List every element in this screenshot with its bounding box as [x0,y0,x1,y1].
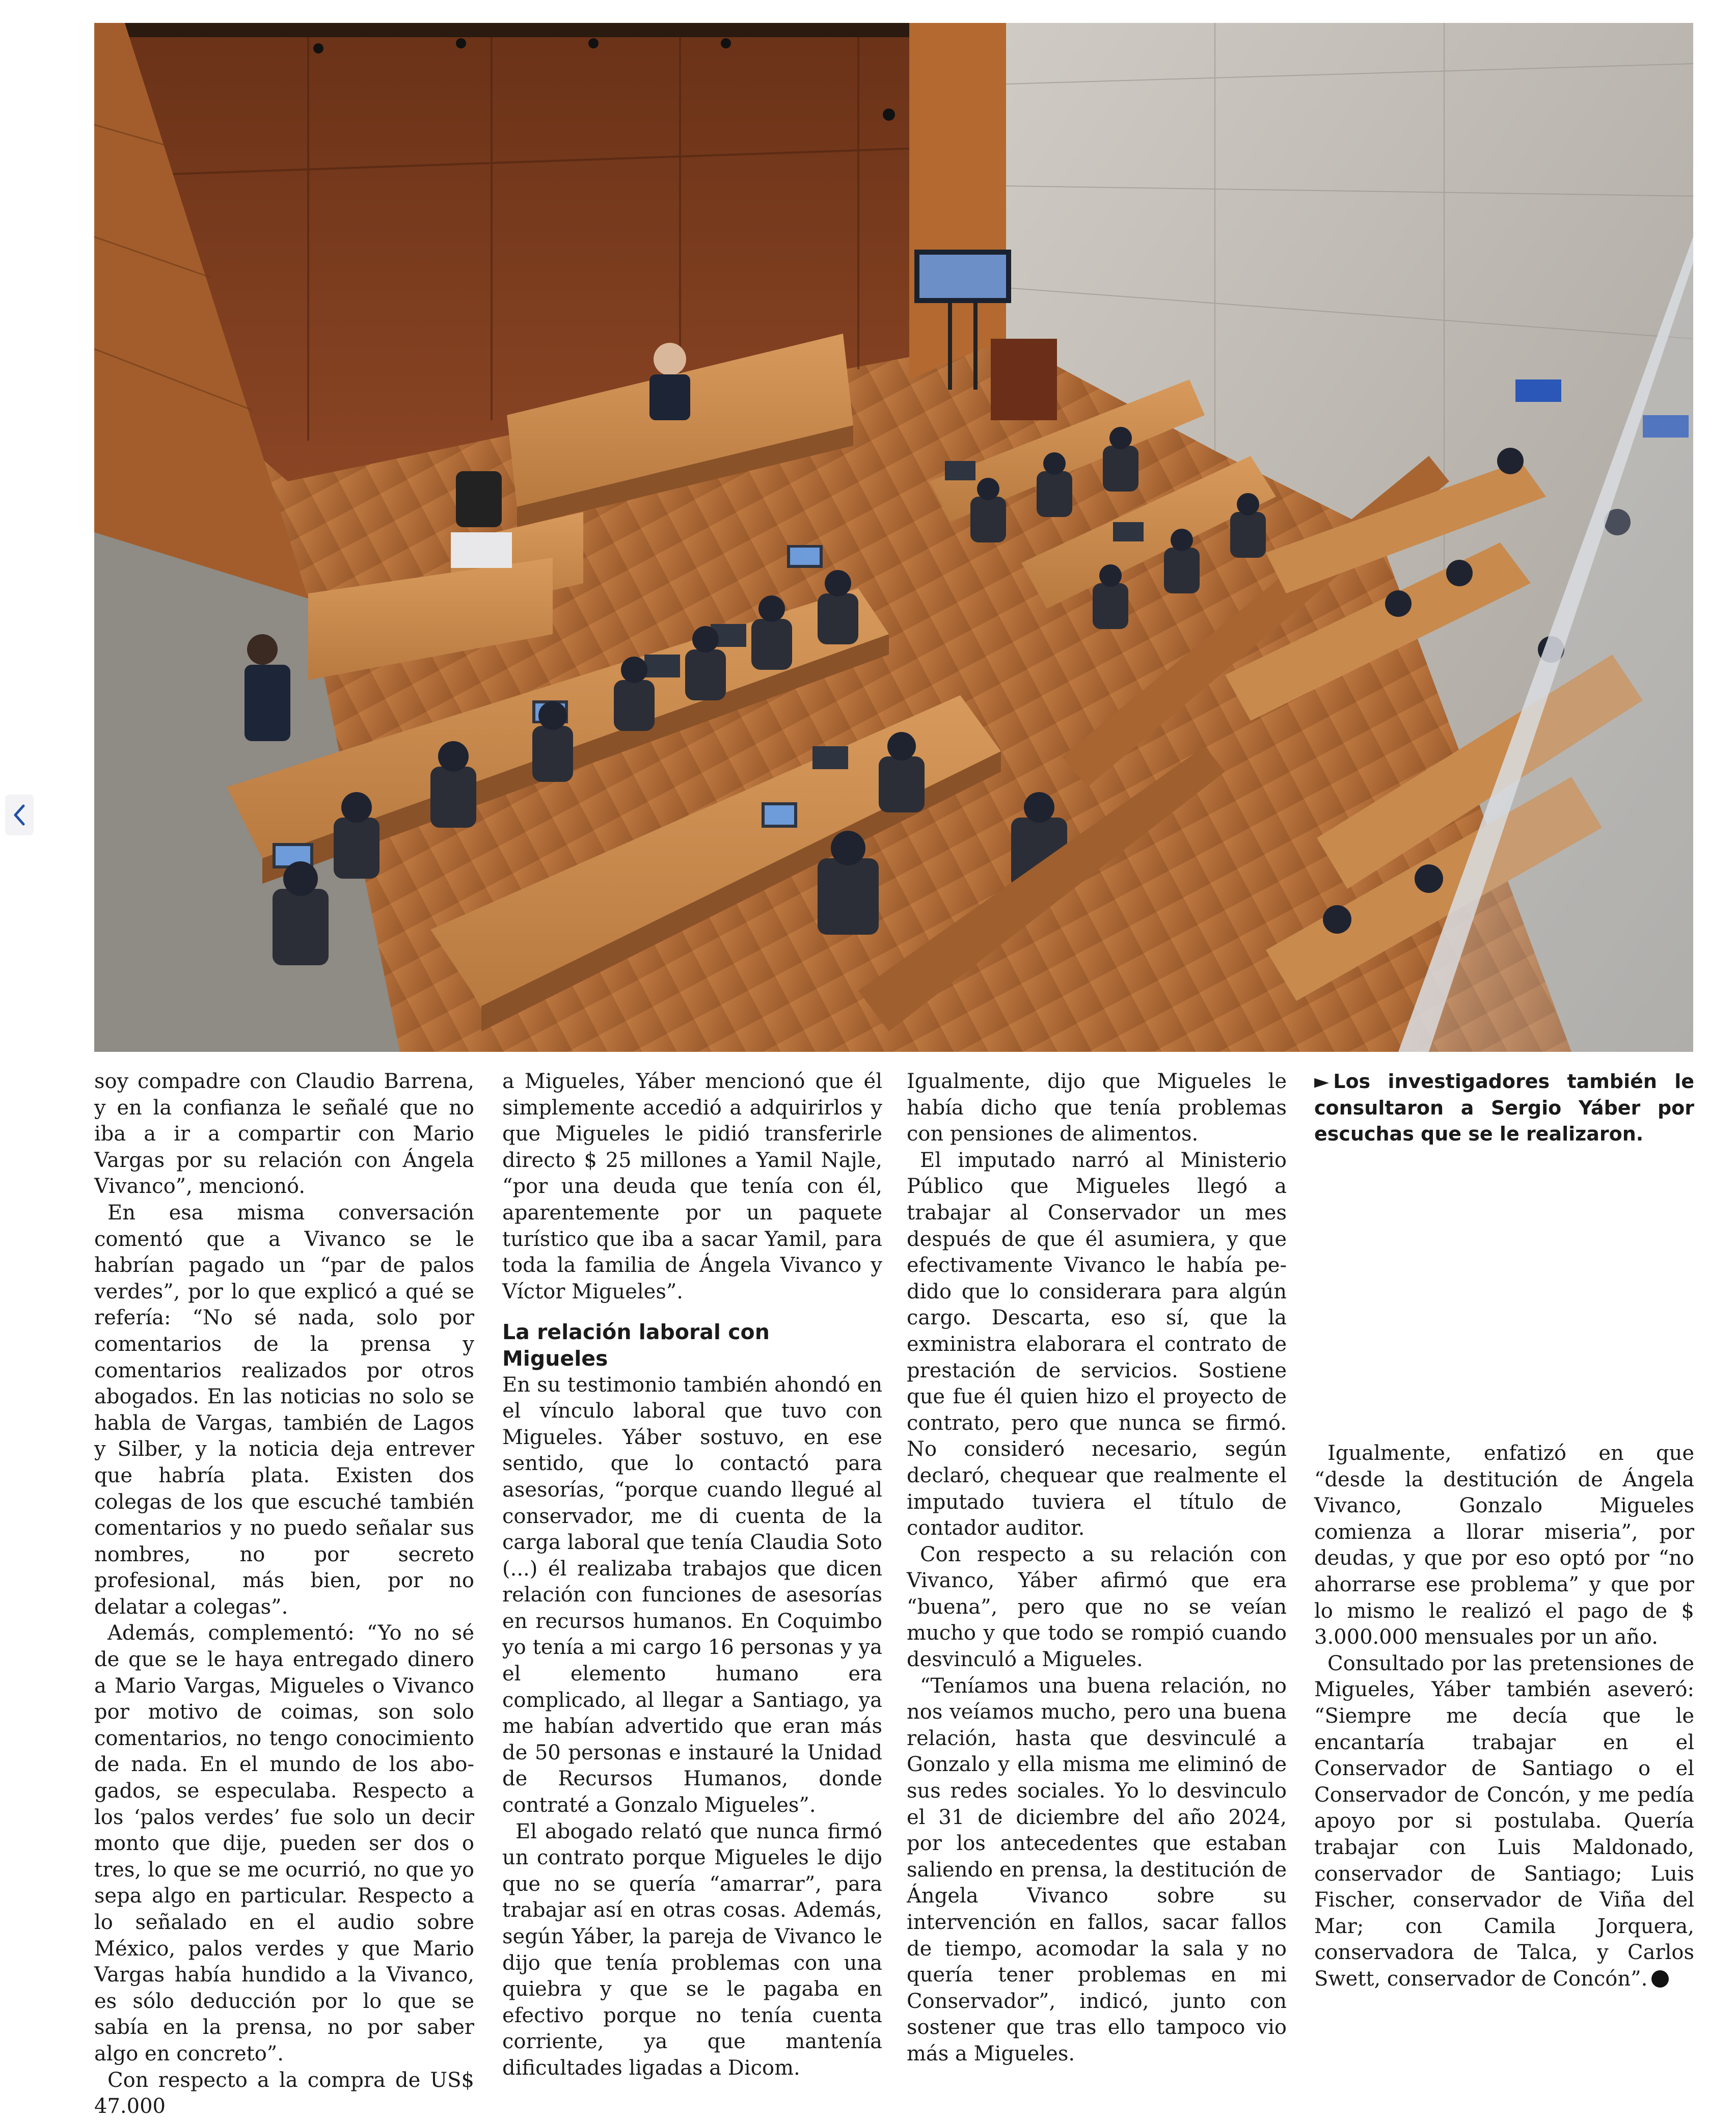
column-4-body [1314,1440,1694,1992]
paragraph: Además, complementó: “Yo no sé de que se le haya entregado dinero a Mario Vargas, Migueles o Vivanco por motivo de coimas, son solo comentarios, no tengo conocimiento de nada. En el mundo de los abogados, se especulaba. Respecto a los ‘palos verdes’ fue solo un decir monto que dije, pueden ser dos o tres, lo que se me ocurrió, no que yo sepa algo en particular. Respecto a lo señalado en el audio sobre México, palos verdes y que Mario Vargas había hundido a la Vivanco, es sólo deducción por lo que se sabía en la prensa, no por saber algo en concreto”. [94,1621,474,2065]
paragraph: El abogado relató que nunca firmó un contrato porque Migueles le dijo que no se quería “amarrar”, para trabajar así en otras cosas. Además, según Yáber, la pareja de Vivanco le dijo que tenía problemas con una quiebra y que se le pagaba en efectivo porque no tenía cuenta corriente, ya que mantenía dificultades ligadas a Dicom. [502,1819,882,2080]
paragraph: En esa misma conversación comentó que a Vivanco se le habrían pagado un “par de palos verdes”, por lo que explicó a qué se refería: “No sé nada, solo por comentarios de la prensa y comentarios realizados por otros abogados. En las noticias no solo se habla de Vargas, también de Lagos y Silber, y la noticia deja entrever que habría plata. Existen dos colegas de los que escuché también comentarios y no puedo señalar sus nombres, no por secreto profesional, más bien, por no delatar a colegas”. [94,1201,474,1619]
section-heading: La relación laboral con Migueles [502,1320,770,1371]
paragraph [1314,1651,1694,1993]
article-column-4 [1314,1069,1694,1991]
courtroom-illustration [94,23,1693,1052]
paragraph: El imputado narró al Ministerio Público que Migueles llegó a trabajar al Conservador un mes después de que él asumiera, y que efectivamente Vivanco le había pedido que lo considerara para algún cargo. Descarta, eso sí, que la exministra elaborara el contrato de prestación de servicios. Sostiene que fue él quien hizo el proyecto de contrato, pero que nunca se firmó. No consideró necesario, según declaró, chequear que realmente el imputado tuviera el título de contador auditor. [907,1148,1287,1540]
paragraph: a Migueles, Yáber mencionó que él simplemente accedió a adquirirlos y que Migueles le pidió transferirle directo $ 25 millones a Yamil Najle, “por una deuda que tenía con él, aparentemente por un paquete turístico que iba a sacar Yamil, para toda la familia de Ángela Vivanco y Víctor Migueles”. [502,1070,882,1303]
paragraph: soy compadre con Claudio Barrena, y en la confianza le señalé que no iba a ir a compartir con Mario Vargas por su relación con Ángela Vivanco”, mencionó. [94,1070,474,1199]
chevron-left-icon [12,804,26,826]
courtroom-photo [94,23,1693,1052]
caption-marker-icon: ► [1314,1070,1330,1093]
photo-caption [1314,1069,1694,1148]
article-column-1 [94,1069,474,2120]
paragraph: Igualmente, enfatizó en que “desde la destitución de Ángela Vivanco, Gonzalo Migueles comienza a llorar miseria”, por deudas, y que por eso optó por “no ahorrarse ese problema” y que por lo mismo le realizó el pago de $ 3.000.000 mensuales por un año. [1314,1442,1694,1649]
paragraph: Con respecto a su relación con Vivanco, Yáber afirmó que era “buena”, pero que no se veían mucho y que todo se rompió cuando desvinculó a Migueles. [907,1542,1287,1672]
paragraph: En su testimonio también ahondó en el vínculo laboral que tuvo con Migueles. Yáber sostuvo, en ese sentido, que lo contactó para asesorías, “porque cuando llegué al conservador, me di cuenta de la carga laboral que tenía Claudia Soto (...) él realizaba trabajos que dicen relación con funciones de asesorías en recursos humanos. En Coquimbo yo tenía a mi cargo 16 personas y ya el elemento humano era complicado, al llegar a Santiago, ya me habían advertido que eran más de 50 personas e instauré la Unidad de Recursos Humanos, donde contraté a Gonzalo Migueles”. [502,1373,882,1817]
article-column-2 [502,1069,882,2082]
caption-text: Los investigadores también le consultaron a Sergio Yáber por escuchas que se le realizaron. [1314,1070,1694,1146]
previous-page-button[interactable] [5,795,34,835]
end-of-article-icon [1651,1970,1669,1988]
article-column-3 [907,1069,1287,2068]
paragraph: Con respecto a la compra de US$ 47.000 [94,2068,474,2118]
paragraph: “Teníamos una buena relación, no nos veíamos mucho, pero una buena relación, hasta que desvinculé a Gonzalo y ella misma me eliminó de sus redes sociales. Yo lo desvinculo el 31 de diciembre del año 2024, por los antecedentes que estaban saliendo en prensa, la destitución de Ángela Vivanco sobre su intervención en fallos, sacar fallos de tiempo, acomodar la sala y no quería tener problemas en mi Conservador”, indicó, junto con sostener que tras ello tampoco vio más a Migueles. [907,1674,1287,2065]
paragraph-text: Consultado por las pretensiones de Migueles, Yáber también aseveró: “Siempre me decía que le encantaría trabajar en el Conservador de Santiago o el Conservador de Concón, y me pedía apoyo por si postulaba. Quería trabajar con Luis Maldonado, conservador de Santiago; Luis Fischer, conservador de Viña del Mar; con Camila Jorquera, conservadora de Talca, y Carlos Swett, conservador de Concón”. [1314,1651,1694,1991]
paragraph: Igualmente, dijo que Migueles le había dicho que tenía problemas con pensiones de alimentos. [907,1070,1287,1146]
